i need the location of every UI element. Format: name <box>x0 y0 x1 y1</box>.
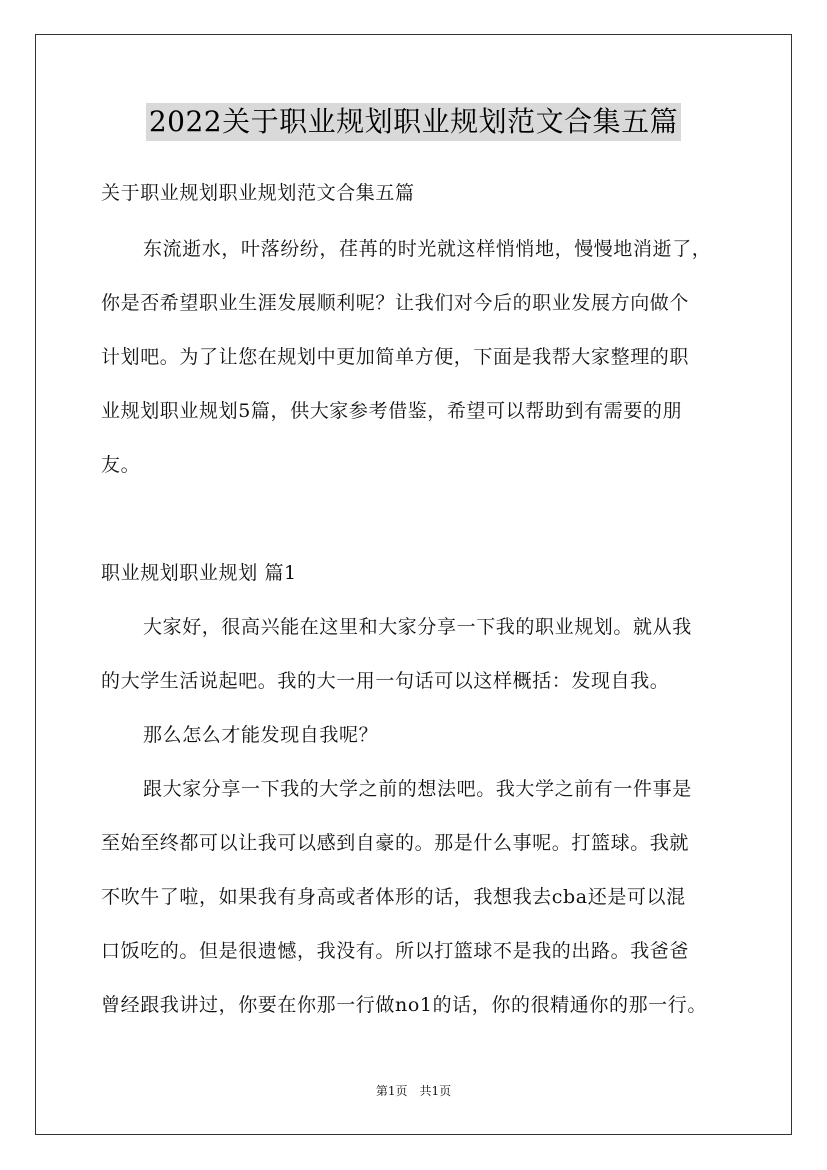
intro-line: 东流逝水，叶落纷纷，荏苒的时光就这样悄悄地，慢慢地消逝了， <box>143 238 712 260</box>
paragraph-line: 的大学生活说起吧。我的大一用一句话可以这样概括：发现自我。 <box>101 670 670 692</box>
intro-line: 业规划职业规划5篇，供大家参考借鉴，希望可以帮助到有需要的朋 <box>101 400 683 422</box>
document-title-wrap <box>0 103 827 141</box>
paragraph-line: 曾经跟我讲过，你要在你那一行做no1的话，你的很精通你的那一行。 <box>101 994 707 1016</box>
intro-line: 友。 <box>101 454 141 476</box>
paragraph-line: 口饭吃的。但是很遗憾，我没有。所以打篮球不是我的出路。我爸爸 <box>101 940 690 962</box>
page-number: 第1页 共1页 <box>375 1084 452 1098</box>
intro-line: 计划吧。为了让您在规划中更加简单方便，下面是我帮大家整理的职 <box>101 346 690 368</box>
intro-line: 你是否希望职业生涯发展顺利呢？让我们对今后的职业发展方向做个 <box>101 292 690 314</box>
section-heading: 职业规划职业规划 篇1 <box>101 562 297 584</box>
paragraph-line: 不吹牛了啦，如果我有身高或者体形的话，我想我去cba还是可以混 <box>101 886 686 908</box>
paragraph-line: 至始至终都可以让我可以感到自豪的。那是什么事呢。打篮球。我就 <box>101 832 690 854</box>
paragraph-line: 大家好，很高兴能在这里和大家分享一下我的职业规划。就从我 <box>143 616 692 638</box>
document-title: 2022关于职业规划职业规划范文合集五篇 <box>146 103 681 141</box>
document-subtitle: 关于职业规划职业规划范文合集五篇 <box>101 182 415 204</box>
paragraph-line: 跟大家分享一下我的大学之前的想法吧。我大学之前有一件事是 <box>143 778 692 800</box>
paragraph-line: 那么怎么才能发现自我呢？ <box>143 724 379 746</box>
